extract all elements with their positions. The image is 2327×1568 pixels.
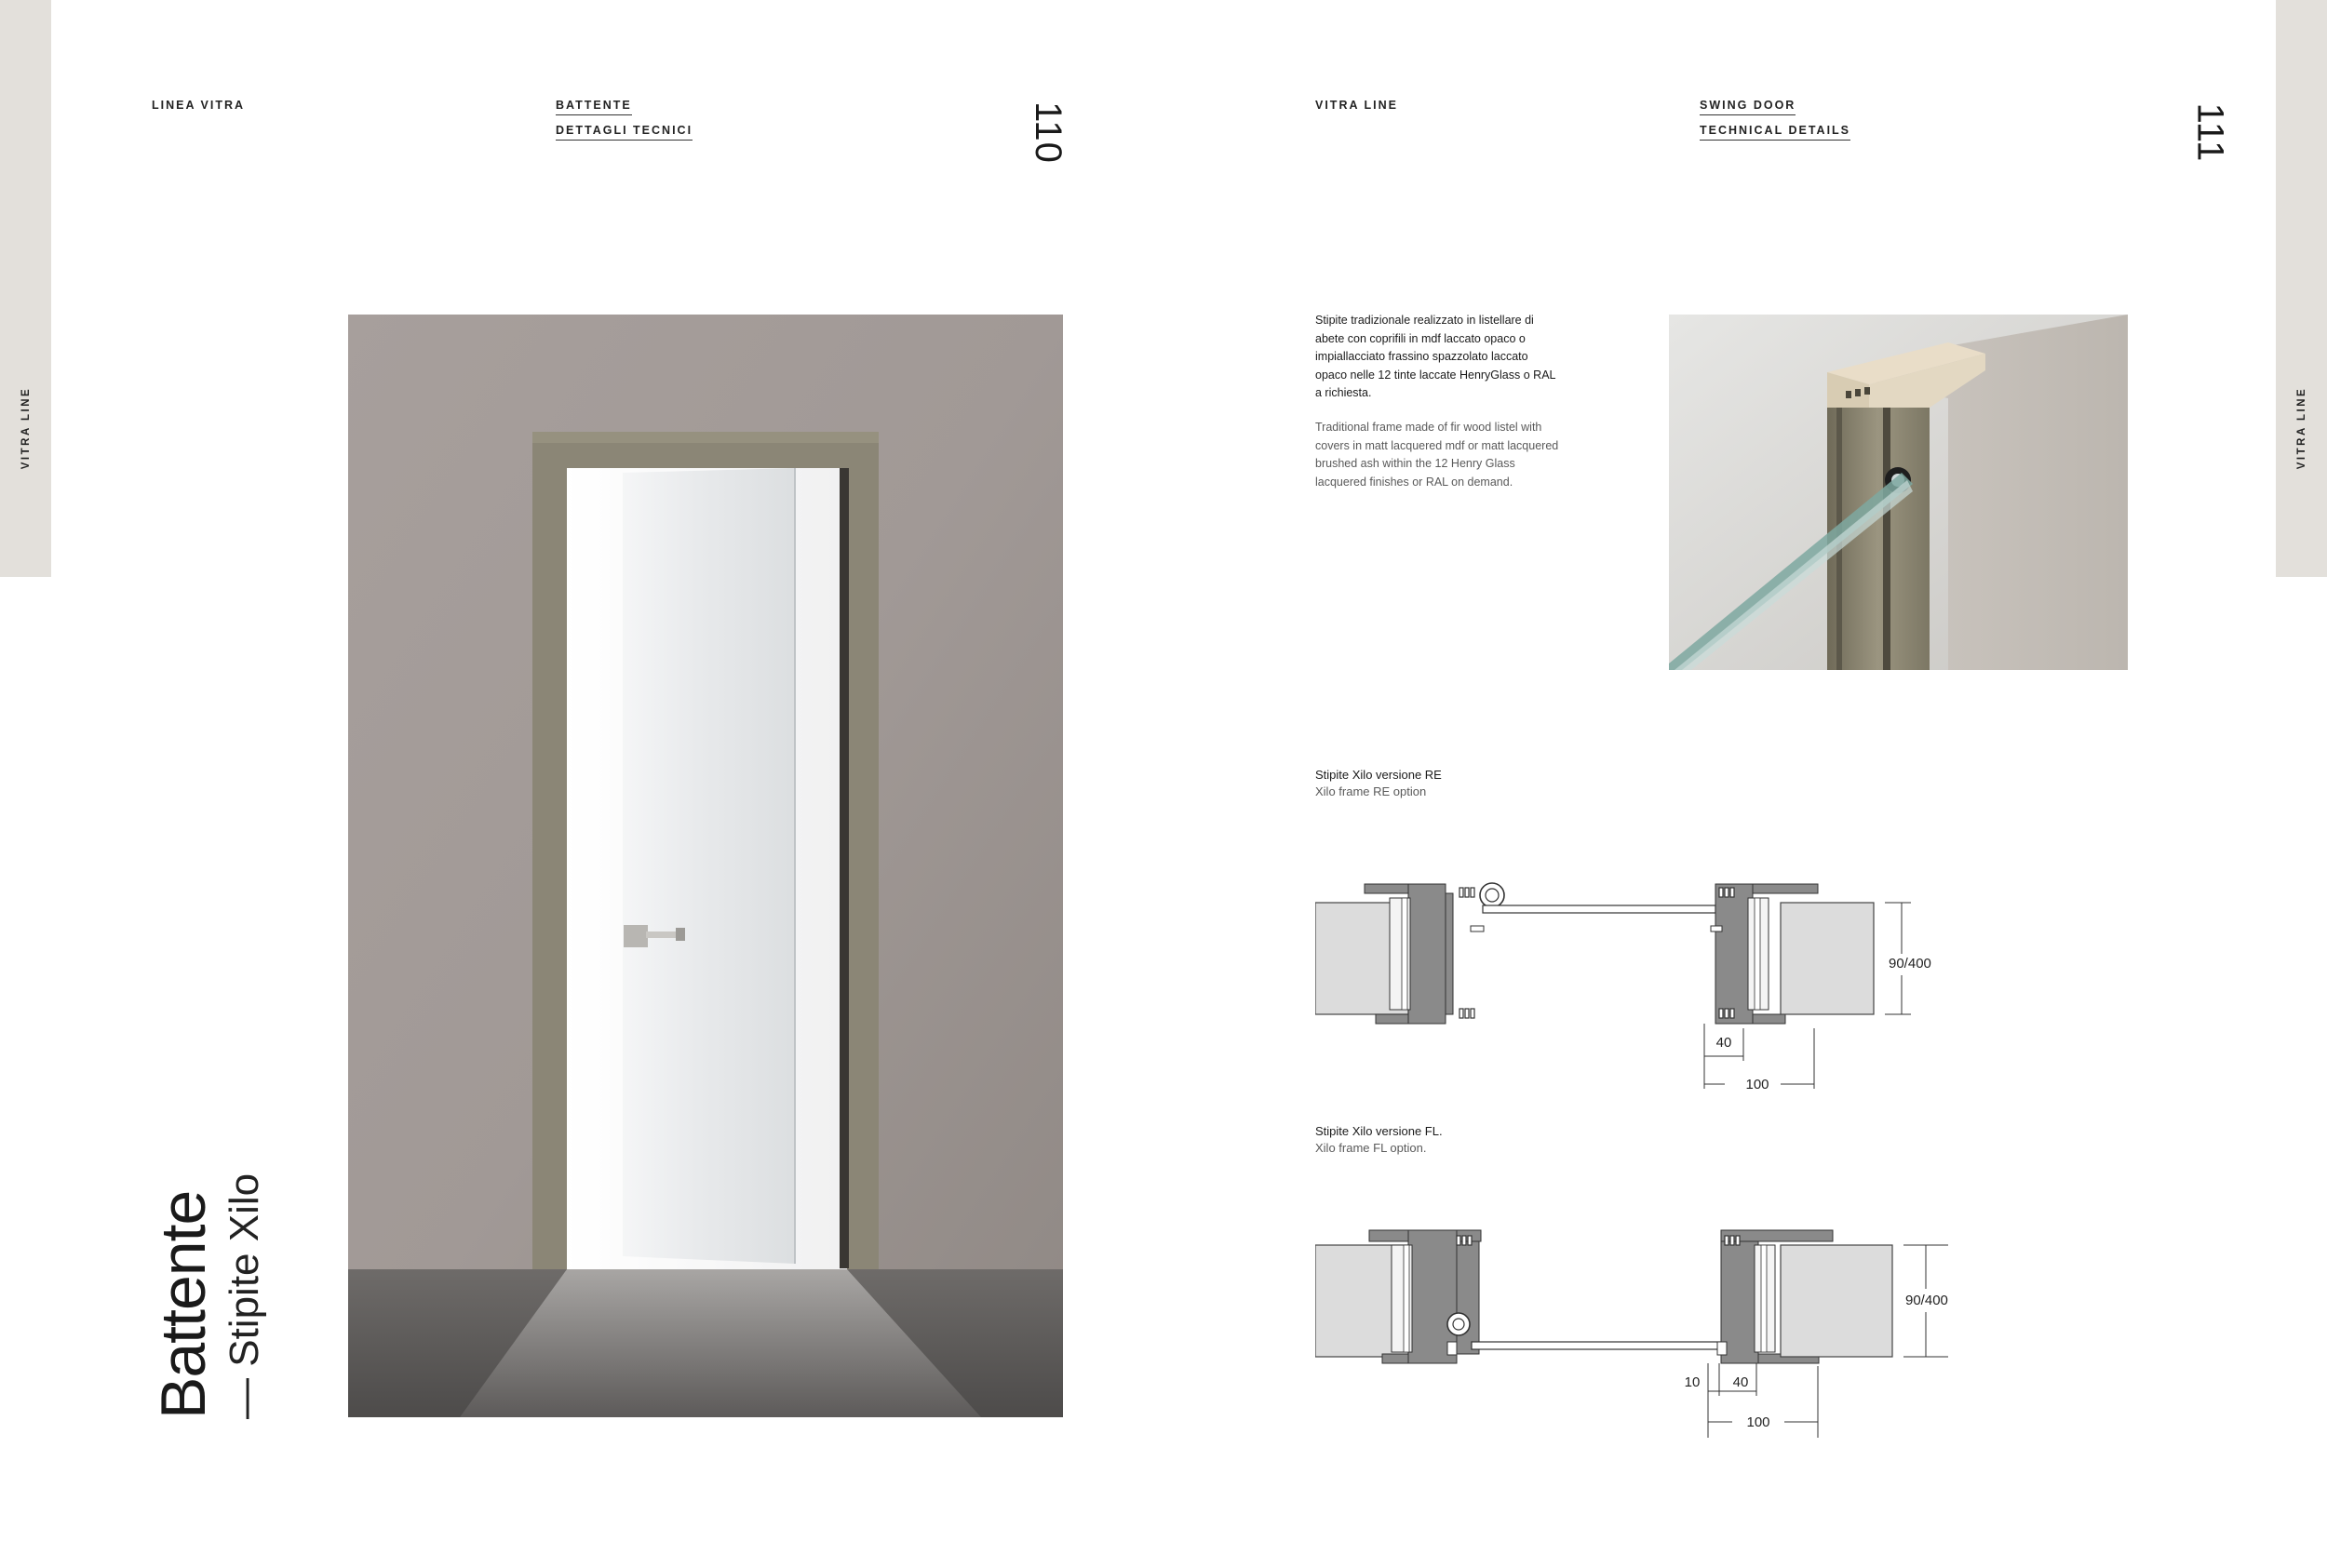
door-photo xyxy=(348,315,1063,1417)
dim-wall: 90/400 xyxy=(1889,956,1931,972)
diagram-re xyxy=(1315,875,1967,1089)
diagram-fl-caption: Stipite Xilo versione FL. xyxy=(1315,1124,1443,1138)
door-photo-illustration xyxy=(348,315,1063,1417)
header-subcategory: TECHNICAL DETAILS xyxy=(1700,124,1850,141)
header-subcategory: DETTAGLI TECNICI xyxy=(556,124,693,141)
page-number: 110 xyxy=(1027,101,1069,164)
dim-100: 100 xyxy=(1746,1414,1770,1430)
header-section-label: VITRA LINE xyxy=(1315,99,1398,112)
side-tab-right xyxy=(2276,0,2327,577)
diagram-re-caption-en: Xilo frame RE option xyxy=(1315,784,1427,798)
dim-40: 40 xyxy=(1732,1374,1749,1390)
header-category: SWING DOOR xyxy=(1700,99,1796,115)
dim-10: 10 xyxy=(1684,1374,1701,1390)
header-category: BATTENTE xyxy=(556,99,632,115)
dim-40: 40 xyxy=(1715,1035,1732,1051)
dim-wall: 90/400 xyxy=(1905,1293,1948,1308)
diagram-fl-caption-en: Xilo frame FL option. xyxy=(1315,1141,1427,1155)
page-title xyxy=(149,1173,272,1419)
header-section-label: LINEA VITRA xyxy=(152,99,246,112)
side-tab-label: VITRA LINE xyxy=(2295,386,2307,470)
side-tab-label: VITRA LINE xyxy=(20,386,32,470)
diagram-re-caption: Stipite Xilo versione RE xyxy=(1315,768,1442,782)
side-tab-left xyxy=(0,0,51,577)
frame-detail-photo xyxy=(1669,315,2128,670)
description-english: Traditional frame made of fir wood listel with covers in matt lacquered mdf or matt lacquered brushed ash within the 12 Henry Glass lacquered finishes or RAL on demand. xyxy=(1315,421,1559,489)
title-main: Battente xyxy=(148,1190,219,1419)
diagram-fl xyxy=(1315,1219,1967,1438)
frame-detail-illustration xyxy=(1669,315,2128,670)
dim-100: 100 xyxy=(1745,1077,1769,1089)
description-italian: Stipite tradizionale realizzato in listellare di abete con coprifili in mdf laccato opaco o impiallacciato frassino spazzolato laccato opaco nelle 12 tinte laccate HenryGlass o RAL a richiesta. xyxy=(1315,314,1556,399)
title-sub: — Stipite Xilo xyxy=(222,1173,267,1419)
page-number: 111 xyxy=(2189,102,2231,163)
